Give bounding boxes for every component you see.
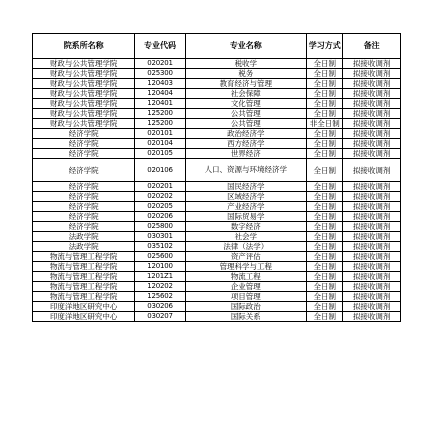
cell-code: 020201 <box>135 59 185 69</box>
cell-major: 物流工程 <box>185 272 307 282</box>
table-row <box>33 159 401 182</box>
table-body <box>33 59 401 322</box>
header-major: 专业名称 <box>185 34 307 59</box>
cell-major: 数字经济 <box>185 222 307 232</box>
cell-study: 全日制 <box>307 69 343 79</box>
cell-code: 030301 <box>135 232 185 242</box>
cell-note: 拟接收调剂 <box>343 232 401 242</box>
table-row <box>33 129 401 139</box>
cell-dept: 法政学院 <box>33 232 135 242</box>
cell-dept: 经济学院 <box>33 139 135 149</box>
cell-dept: 经济学院 <box>33 212 135 222</box>
cell-note: 拟接收调剂 <box>343 262 401 272</box>
cell-major: 文化管理 <box>185 99 307 109</box>
cell-code: 020206 <box>135 212 185 222</box>
table-row <box>33 312 401 322</box>
cell-code: 120401 <box>135 99 185 109</box>
cell-study: 全日制 <box>307 262 343 272</box>
header-dept: 院系所名称 <box>33 34 135 59</box>
cell-note: 拟接收调剂 <box>343 302 401 312</box>
cell-study: 全日制 <box>307 292 343 302</box>
cell-dept: 经济学院 <box>33 222 135 232</box>
cell-code: 035102 <box>135 242 185 252</box>
table-row <box>33 302 401 312</box>
cell-major: 企业管理 <box>185 282 307 292</box>
cell-code: 025300 <box>135 69 185 79</box>
cell-study: 全日制 <box>307 212 343 222</box>
header-note: 备注 <box>343 34 401 59</box>
cell-dept: 经济学院 <box>33 192 135 202</box>
cell-dept: 法政学院 <box>33 242 135 252</box>
table-row <box>33 69 401 79</box>
cell-study: 全日制 <box>307 232 343 242</box>
cell-study: 全日制 <box>307 79 343 89</box>
cell-major: 教育经济与管理 <box>185 79 307 89</box>
cell-dept: 财政与公共管理学院 <box>33 89 135 99</box>
table-row <box>33 212 401 222</box>
table-row <box>33 59 401 69</box>
cell-major: 管理科学与工程 <box>185 262 307 272</box>
cell-major: 国际关系 <box>185 312 307 322</box>
cell-note: 拟接收调剂 <box>343 182 401 192</box>
cell-major: 社会保障 <box>185 89 307 99</box>
table-row <box>33 252 401 262</box>
cell-note: 拟接收调剂 <box>343 89 401 99</box>
cell-note: 拟接收调剂 <box>343 119 401 129</box>
cell-dept: 经济学院 <box>33 159 135 182</box>
cell-note: 拟接收调剂 <box>343 139 401 149</box>
cell-dept: 财政与公共管理学院 <box>33 119 135 129</box>
cell-dept: 印度洋地区研究中心 <box>33 302 135 312</box>
cell-note: 拟接收调剂 <box>343 129 401 139</box>
cell-code: 020201 <box>135 182 185 192</box>
cell-major: 区域经济学 <box>185 192 307 202</box>
cell-major: 人口、资源与环境经济学 <box>185 159 307 182</box>
cell-note: 拟接收调剂 <box>343 202 401 212</box>
cell-study: 全日制 <box>307 182 343 192</box>
cell-code: 125602 <box>135 292 185 302</box>
cell-study: 全日制 <box>307 312 343 322</box>
cell-code: 125200 <box>135 109 185 119</box>
cell-study: 全日制 <box>307 99 343 109</box>
table-row <box>33 292 401 302</box>
admission-table-container <box>32 33 401 322</box>
cell-dept: 财政与公共管理学院 <box>33 99 135 109</box>
cell-code: 020205 <box>135 202 185 212</box>
cell-major: 法律（法学） <box>185 242 307 252</box>
cell-major: 社会学 <box>185 232 307 242</box>
cell-dept: 经济学院 <box>33 129 135 139</box>
cell-dept: 经济学院 <box>33 149 135 159</box>
table-row <box>33 89 401 99</box>
cell-code: 020101 <box>135 129 185 139</box>
cell-major: 国际政治 <box>185 302 307 312</box>
table-row <box>33 119 401 129</box>
cell-study: 非全日制 <box>307 119 343 129</box>
cell-code: 020104 <box>135 139 185 149</box>
cell-study: 全日制 <box>307 129 343 139</box>
table-row <box>33 262 401 272</box>
cell-note: 拟接收调剂 <box>343 99 401 109</box>
table-row <box>33 182 401 192</box>
cell-code: 020106 <box>135 159 185 182</box>
table-row <box>33 242 401 252</box>
header-study: 学习方式 <box>307 34 343 59</box>
cell-major: 国民经济学 <box>185 182 307 192</box>
cell-dept: 物流与管理工程学院 <box>33 282 135 292</box>
cell-dept: 物流与管理工程学院 <box>33 252 135 262</box>
cell-dept: 经济学院 <box>33 202 135 212</box>
cell-note: 拟接收调剂 <box>343 79 401 89</box>
cell-major: 政治经济学 <box>185 129 307 139</box>
cell-major: 国际贸易学 <box>185 212 307 222</box>
cell-note: 拟接收调剂 <box>343 59 401 69</box>
cell-dept: 物流与管理工程学院 <box>33 292 135 302</box>
cell-study: 全日制 <box>307 159 343 182</box>
cell-code: 030206 <box>135 302 185 312</box>
cell-study: 全日制 <box>307 139 343 149</box>
cell-major: 产业经济学 <box>185 202 307 212</box>
table-row <box>33 272 401 282</box>
cell-study: 全日制 <box>307 89 343 99</box>
cell-study: 全日制 <box>307 282 343 292</box>
cell-note: 拟接收调剂 <box>343 292 401 302</box>
cell-code: 025600 <box>135 252 185 262</box>
cell-dept: 财政与公共管理学院 <box>33 69 135 79</box>
cell-study: 全日制 <box>307 272 343 282</box>
table-row <box>33 222 401 232</box>
header-code: 专业代码 <box>135 34 185 59</box>
cell-note: 拟接收调剂 <box>343 252 401 262</box>
cell-dept: 财政与公共管理学院 <box>33 59 135 69</box>
cell-code: 020105 <box>135 149 185 159</box>
cell-note: 拟接收调剂 <box>343 69 401 79</box>
cell-code: 020202 <box>135 192 185 202</box>
cell-major: 税收学 <box>185 59 307 69</box>
cell-study: 全日制 <box>307 59 343 69</box>
cell-major: 资产评估 <box>185 252 307 262</box>
table-header-row <box>33 34 401 59</box>
cell-dept: 财政与公共管理学院 <box>33 109 135 119</box>
adjustment-majors-table <box>32 33 401 322</box>
cell-note: 拟接收调剂 <box>343 272 401 282</box>
cell-dept: 物流与管理工程学院 <box>33 272 135 282</box>
table-row <box>33 139 401 149</box>
cell-study: 全日制 <box>307 222 343 232</box>
cell-note: 拟接收调剂 <box>343 212 401 222</box>
cell-dept: 财政与公共管理学院 <box>33 79 135 89</box>
cell-major: 公共管理 <box>185 119 307 129</box>
table-row <box>33 282 401 292</box>
table-row <box>33 109 401 119</box>
cell-dept: 物流与管理工程学院 <box>33 262 135 272</box>
cell-note: 拟接收调剂 <box>343 149 401 159</box>
cell-dept: 印度洋地区研究中心 <box>33 312 135 322</box>
cell-code: 125200 <box>135 119 185 129</box>
cell-study: 全日制 <box>307 242 343 252</box>
table-row <box>33 99 401 109</box>
cell-major: 税务 <box>185 69 307 79</box>
table-row <box>33 232 401 242</box>
cell-code: 030207 <box>135 312 185 322</box>
cell-major: 项目管理 <box>185 292 307 302</box>
cell-note: 拟接收调剂 <box>343 159 401 182</box>
cell-study: 全日制 <box>307 149 343 159</box>
cell-code: 120403 <box>135 79 185 89</box>
cell-study: 全日制 <box>307 252 343 262</box>
table-row <box>33 192 401 202</box>
cell-study: 全日制 <box>307 109 343 119</box>
cell-code: 120404 <box>135 89 185 99</box>
cell-note: 拟接收调剂 <box>343 312 401 322</box>
cell-note: 拟接收调剂 <box>343 192 401 202</box>
cell-dept: 经济学院 <box>33 182 135 192</box>
cell-code: 120202 <box>135 282 185 292</box>
cell-note: 拟接收调剂 <box>343 109 401 119</box>
cell-study: 全日制 <box>307 302 343 312</box>
cell-note: 拟接收调剂 <box>343 222 401 232</box>
table-row <box>33 149 401 159</box>
cell-study: 全日制 <box>307 202 343 212</box>
cell-code: 025800 <box>135 222 185 232</box>
table-row <box>33 79 401 89</box>
cell-code: 120100 <box>135 262 185 272</box>
cell-major: 世界经济 <box>185 149 307 159</box>
cell-note: 拟接收调剂 <box>343 282 401 292</box>
cell-study: 全日制 <box>307 192 343 202</box>
cell-major: 公共管理 <box>185 109 307 119</box>
table-row <box>33 202 401 212</box>
cell-major: 西方经济学 <box>185 139 307 149</box>
cell-note: 拟接收调剂 <box>343 242 401 252</box>
cell-code: 1201Z1 <box>135 272 185 282</box>
